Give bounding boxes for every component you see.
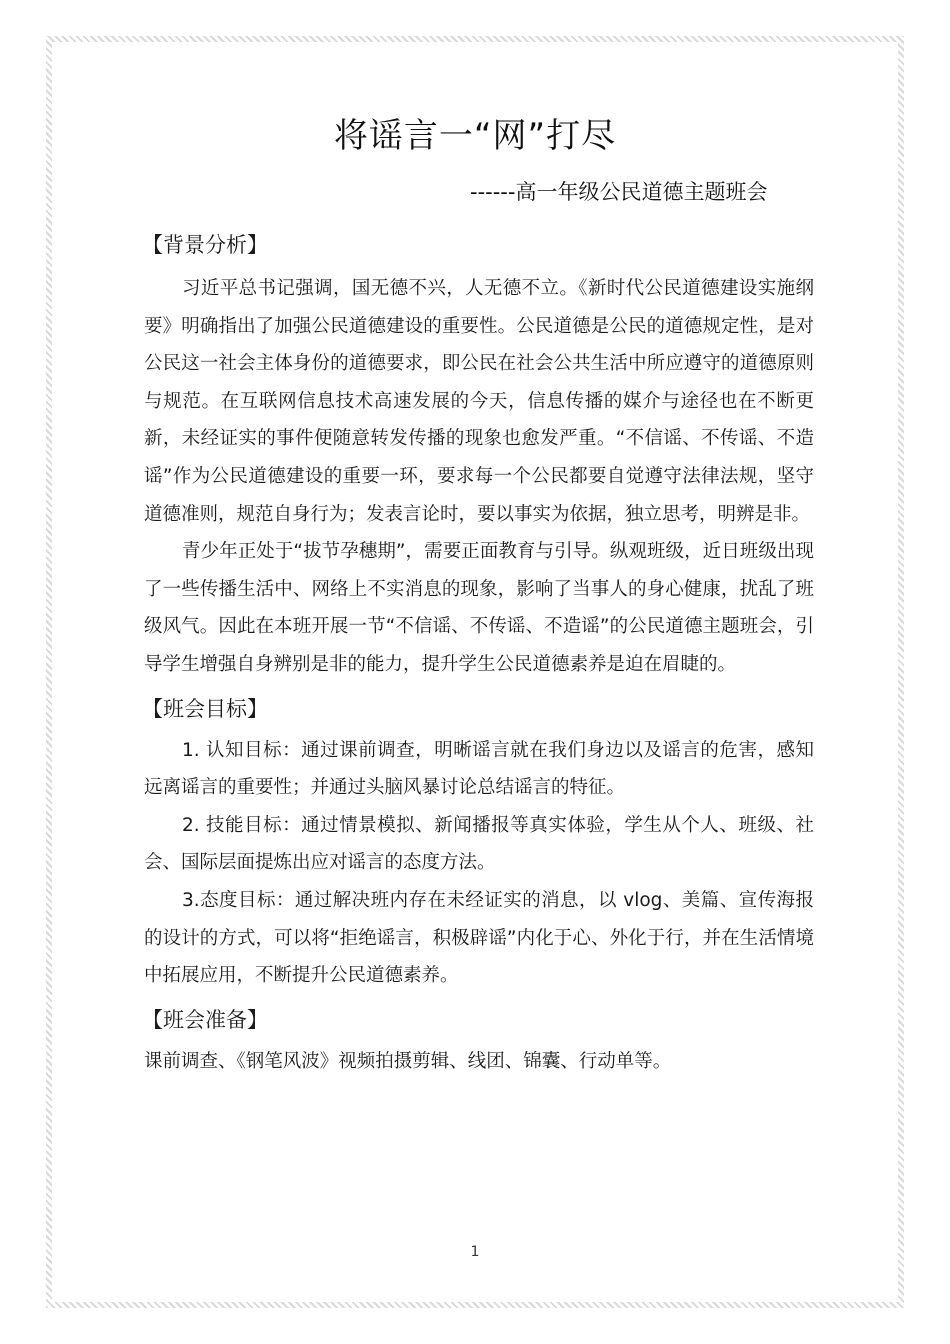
section-heading-background: 【背景分析】 — [142, 233, 268, 257]
background-paragraph-1: 习近平总书记强调，国无德不兴，人无德不立。《新时代公民道德建设实施纲要》明确指出了加强公民道德建设的重要性。公民道德是公民的道德规定性，是对公民这一社会主体身份的道德要求，即公民在社会公共生活中所应遵守的道德原则与规范。在互联网信息技术高速发展的今天，信息传播的媒介与途径也在不断更新，未经证实的事件便随意转发传播的现象也愈发严重。“不信谣、不传谣、不造谣”作为公民道德建设的重要一环，要求每一个公民都要自觉遵守法律法规，坚守道德准则，规范自身行为；发表言论时，要以事实为依据，独立思考，明辨是非。 — [144, 278, 814, 525]
document-title: 将谣言一“网”打尽 — [333, 116, 617, 156]
goal-item-3: 3.态度目标：通过解决班内存在未经证实的消息，以 vlog、美篇、宣传海报的设计的方式，可以将“拒绝谣言，积极辟谣”内化于心、外化于行，并在生活情境中拓展应用，不断提升公民道德素养。 — [144, 889, 814, 987]
goal-item-1: 1. 认知目标：通过课前调查，明晰谣言就在我们身边以及谣言的危害，感知远离谣言的重要性；并通过头脑风暴讨论总结谣言的特征。 — [144, 739, 814, 799]
document-body — [144, 224, 814, 1080]
document-subtitle: ------高一年级公民道德主题班会 — [470, 180, 768, 204]
section-heading-goals: 【班会目标】 — [142, 696, 268, 721]
section-heading-preparation: 【班会准备】 — [142, 1007, 268, 1032]
goal-item-2: 2. 技能目标：通过情景模拟、新闻播报等真实体验，学生从个人、班级、社会、国际层面提炼出应对谣言的态度方法。 — [144, 814, 814, 874]
page-number: 1 — [470, 1244, 480, 1260]
preparation-text: 课前调查、《钢笔风波》视频拍摄剪辑、线团、锦囊、行动单等。 — [144, 1050, 672, 1072]
background-paragraph-2: 青少年正处于“拔节孕穗期”，需要正面教育与引导。纵观班级，近日班级出现了一些传播生活中、网络上不实消息的现象，影响了当事人的身心健康，扰乱了班级风气。因此在本班开展一节“不信谣、不传谣、不造谣”的公民道德主题班会，引导学生增强自身辨别是非的能力，提升学生公民道德素养是迫在眉睫的。 — [144, 541, 814, 675]
